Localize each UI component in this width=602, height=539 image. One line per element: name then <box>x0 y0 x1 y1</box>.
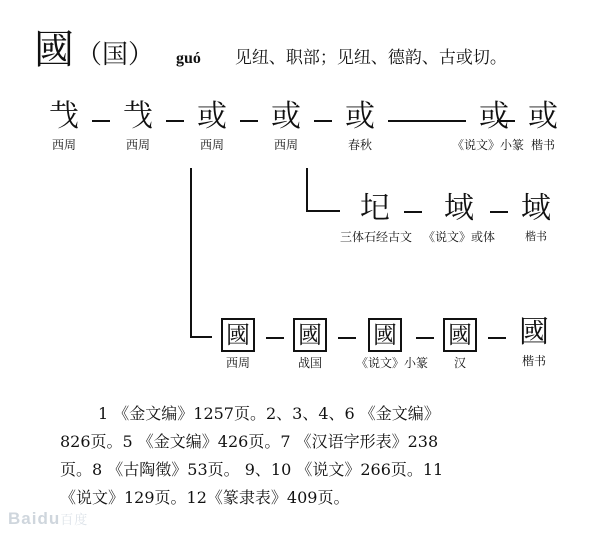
glyph-char: 或 <box>345 99 375 134</box>
glyph-label: 西周 <box>273 138 298 152</box>
glyph-cell <box>212 318 264 370</box>
glyph-label: 西周 <box>225 356 250 370</box>
glyph-cell <box>110 100 166 152</box>
glyph-cell <box>508 192 564 244</box>
glyph-char: 域 <box>521 191 551 226</box>
note-line: 页。8 《古陶徵》53页。 9、10 《说文》266页。11 <box>60 460 444 479</box>
glyph-label: 《说文》小篆 <box>452 138 525 152</box>
glyph-label: 楷书 <box>525 230 547 243</box>
glyph-cell <box>340 191 413 244</box>
note-line: 1 《金文编》1257页。2、3、4、6 《金文编》 <box>98 404 440 423</box>
glyph-char: 𢦏 <box>123 99 153 134</box>
glyph-label: 楷书 <box>530 138 555 152</box>
connector-dash <box>240 120 258 122</box>
watermark <box>8 509 88 529</box>
glyph-label: 春秋 <box>347 138 372 152</box>
source-notes <box>60 400 540 512</box>
glyph-label: 战国 <box>297 356 322 370</box>
connector-dash <box>266 337 284 339</box>
glyph-label: 西周 <box>125 138 150 152</box>
glyph-char: 國 <box>293 318 327 352</box>
glyph-char: 或 <box>528 99 558 134</box>
glyph-cell <box>404 100 524 152</box>
glyph-char: 國 <box>368 318 402 352</box>
glyph-char: 國 <box>221 318 255 352</box>
glyph-char: 或 <box>479 99 509 134</box>
glyph-cell <box>515 100 571 152</box>
glyph-char: 域 <box>444 191 474 226</box>
branch-horizontal-line <box>306 210 340 212</box>
headword-simplified: （国） <box>76 40 155 70</box>
glyph-char: 國 <box>519 315 549 350</box>
glyph-cell <box>356 318 429 370</box>
glyph-cell <box>36 100 92 152</box>
connector-dash <box>404 211 422 213</box>
note-line: 《说文》129页。12《篆隶表》409页。 <box>60 488 350 507</box>
connector-dash <box>490 211 508 213</box>
headword-gloss: 见纽、职部；见纽、德韵、古或切。 <box>234 48 507 68</box>
glyph-cell <box>184 100 240 152</box>
glyph-char: 或 <box>271 99 301 134</box>
connector-dash <box>166 120 184 122</box>
glyph-char: 𢦏 <box>49 99 79 134</box>
glyph-cell <box>332 100 388 152</box>
branch-vertical-line <box>190 168 192 336</box>
glyph-label: 三体石经古文 <box>340 230 413 244</box>
connector-dash <box>314 120 332 122</box>
glyph-label: 汉 <box>453 356 466 370</box>
glyph-char: 𡉏 <box>360 191 390 226</box>
watermark-subtext: 百度 <box>60 512 89 527</box>
glyph-label: 西周 <box>199 138 224 152</box>
glyph-cell <box>258 100 314 152</box>
headword-seal-char: 國 <box>34 27 74 73</box>
branch-horizontal-line <box>190 336 212 338</box>
glyph-label: 西周 <box>51 138 76 152</box>
glyph-label: 楷书 <box>521 354 546 368</box>
glyph-cell <box>422 192 496 244</box>
connector-dash <box>488 337 506 339</box>
connector-dash <box>92 120 110 122</box>
glyph-char: 或 <box>197 99 227 134</box>
note-line: 826页。5 《金文编》426页。7 《汉语字形表》238 <box>60 432 439 451</box>
watermark-text: Baidu <box>8 509 61 528</box>
headword-pinyin: guó <box>176 50 201 67</box>
entry-header <box>34 27 507 73</box>
connector-dash <box>497 120 515 122</box>
glyph-cell <box>284 318 336 370</box>
connector-dash <box>338 337 356 339</box>
glyph-cell <box>506 316 562 368</box>
branch-vertical-line <box>306 168 308 210</box>
glyph-char: 國 <box>443 318 477 352</box>
glyph-cell <box>434 318 486 370</box>
glyph-label: 《说文》或体 <box>422 230 495 244</box>
glyph-label: 《说文》小篆 <box>356 356 429 370</box>
connector-dash <box>416 337 434 339</box>
